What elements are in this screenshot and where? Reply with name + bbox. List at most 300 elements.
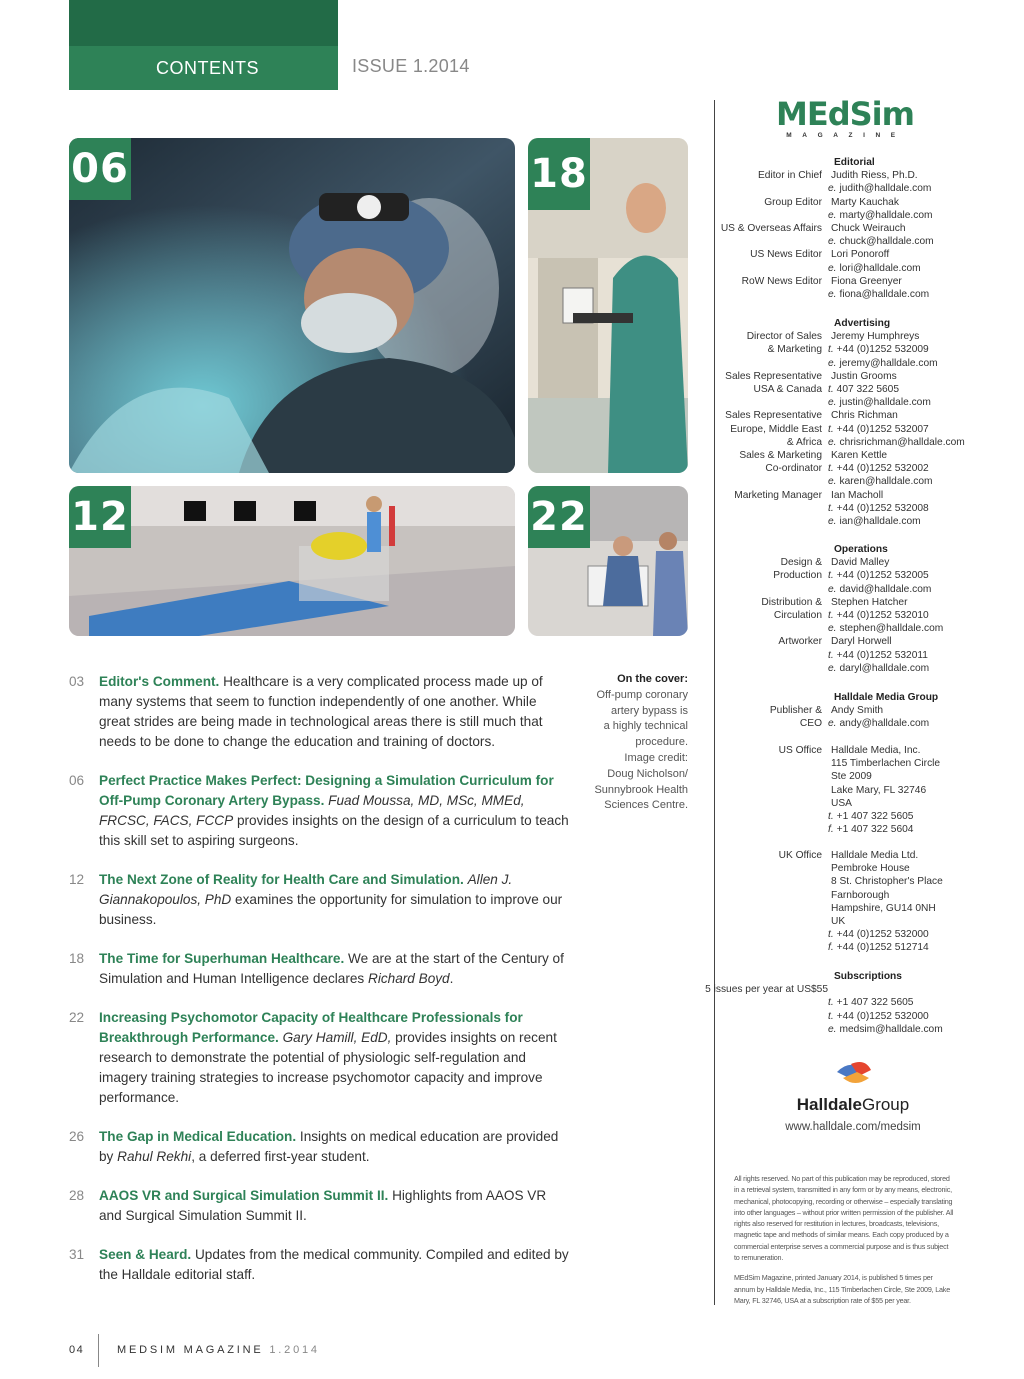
toc-page-number: 28 [69, 1188, 85, 1203]
masthead-value [828, 915, 1020, 928]
masthead-row [720, 515, 1020, 528]
masthead-row [720, 797, 1020, 810]
masthead-value [828, 423, 1020, 436]
masthead-row [720, 370, 1020, 383]
masthead-text: +44 (0)1252 532009 [836, 344, 929, 356]
masthead-text: Karen Kettle [831, 450, 888, 462]
masthead-row [720, 717, 1020, 730]
cover-line: Off-pump coronary [596, 688, 688, 701]
masthead-row [720, 875, 1020, 888]
legal-paragraph: MEdSim Magazine, printed January 2014, is published 5 times per annum by Halldale Media, Inc., 115 Timberlachen Circle, Ste 2009, Lake Mary, FL 32746, USA at a subscription rate of $55 per year. [734, 1273, 950, 1305]
masthead-text: 115 Timberlachen Circle [831, 758, 941, 770]
toc-title: Perfect Practice Makes Perfect: Designing a Simulation Curriculum for Off-Pump Coronary Artery Bypass. [99, 773, 554, 808]
masthead-text: +44 (0)1252 532010 [836, 610, 929, 622]
masthead-text: Marty Kauchak [831, 196, 899, 208]
masthead-row [720, 343, 1020, 356]
masthead-text: USA [831, 797, 852, 809]
masthead-row [720, 889, 1020, 902]
masthead-advertising [720, 317, 1020, 528]
masthead-label: Director of Sales [746, 331, 822, 343]
masthead-text: Lori Ponoroff [831, 249, 890, 261]
photo-doctor-equipment [528, 138, 688, 473]
masthead-row [720, 436, 1020, 449]
table-of-contents [69, 672, 569, 1304]
toc-description: Updates from the medical community. Compiled and edited by the Halldale editorial staff. [99, 1247, 569, 1282]
masthead-label: Editor in Chief [758, 170, 822, 182]
masthead-value [828, 169, 1020, 182]
masthead-text: daryl@halldale.com [839, 662, 930, 674]
masthead-row [720, 770, 1020, 783]
toc-author: Gary Hamill, EdD, [282, 1030, 392, 1045]
masthead-row [720, 396, 1020, 409]
masthead-value [828, 383, 1020, 396]
toc-description: We are at the start of the Century of Simulation and Human Intelligence declares [99, 951, 564, 986]
masthead-row [720, 502, 1020, 515]
masthead-label: US Office [778, 745, 822, 756]
masthead-label: RoW News Editor [741, 275, 822, 287]
halldale-emblem-icon [831, 1058, 875, 1088]
masthead-row [720, 810, 1020, 823]
masthead-value[interactable] [828, 436, 1020, 449]
photo-badge: 22 [528, 486, 590, 548]
masthead-text: Farnborough [831, 889, 890, 901]
masthead-value[interactable] [828, 209, 1020, 222]
masthead-value [828, 862, 1020, 875]
toc-entry[interactable] [69, 870, 569, 930]
toc-entry[interactable] [69, 771, 569, 851]
masthead-row [720, 622, 1020, 635]
toc-author: Rahul Rekhi [117, 1149, 192, 1164]
masthead-label [720, 1023, 828, 1036]
masthead-row [705, 983, 1020, 996]
toc-description: provides insights on the design of a curriculum to teach this skill set to aspiring surgeons. [99, 813, 569, 848]
cover-line: Sciences Centre. [604, 799, 688, 812]
masthead-row [720, 649, 1020, 662]
masthead-label [720, 875, 828, 888]
masthead-heading: Operations [834, 544, 888, 555]
page-number: 04 [69, 1344, 85, 1356]
masthead-row [720, 902, 1020, 915]
toc-title: Increasing Psychomotor Capacity of Healthcare Professionals for Breakthrough Performance. [99, 1010, 523, 1045]
masthead-prefix: e. [828, 289, 837, 301]
masthead-operations [720, 543, 1020, 675]
masthead-value[interactable] [828, 288, 1020, 301]
masthead-label: Group Editor [764, 196, 822, 208]
masthead-value [828, 462, 1020, 475]
masthead-row [720, 462, 1020, 475]
masthead-label [720, 757, 828, 770]
masthead-label: Artworker [778, 636, 822, 648]
masthead-prefix: t. [828, 384, 834, 396]
halldale-wordmark: HalldaleGroup [796, 1095, 910, 1114]
masthead-value[interactable] [828, 262, 1020, 275]
masthead-text: Jeremy Humphreys [831, 331, 920, 343]
masthead-heading: Editorial [834, 157, 875, 168]
masthead-label [720, 810, 828, 823]
toc-title: Editor's Comment. [99, 674, 220, 689]
masthead-row [720, 248, 1020, 261]
masthead-label [720, 784, 828, 797]
toc-entry[interactable] [69, 949, 569, 989]
masthead-label [720, 1010, 828, 1023]
masthead-label: Europe, Middle East [730, 423, 822, 435]
masthead-text: Andy Smith [831, 705, 884, 717]
toc-title: The Next Zone of Reality for Health Care and Simulation. [99, 872, 464, 887]
masthead-prefix: e. [828, 476, 837, 488]
masthead-group [720, 691, 1020, 731]
masthead-row [720, 928, 1020, 941]
masthead-value [828, 941, 1020, 954]
masthead-value [828, 330, 1020, 343]
masthead-row [720, 662, 1020, 675]
masthead-prefix: t. [828, 502, 834, 514]
masthead-row [720, 1010, 1020, 1023]
masthead-value [828, 569, 1020, 582]
masthead-label: US News Editor [750, 249, 822, 261]
masthead-prefix: t. [828, 811, 834, 823]
cover-line: procedure. [635, 736, 688, 749]
toc-page-number: 06 [69, 773, 85, 788]
toc-description: . [449, 971, 454, 986]
masthead-prefix: t. [828, 344, 834, 356]
masthead-value[interactable] [828, 717, 1020, 730]
masthead-row [720, 475, 1020, 488]
masthead-prefix: t. [828, 997, 834, 1009]
masthead-row [720, 275, 1020, 288]
masthead-prefix: t. [828, 1010, 834, 1022]
masthead-value[interactable] [828, 182, 1020, 195]
toc-page-number: 31 [69, 1247, 85, 1262]
masthead-row [720, 596, 1020, 609]
masthead-value [828, 489, 1020, 502]
masthead-value [828, 757, 1020, 770]
masthead-row [720, 423, 1020, 436]
masthead-editorial [720, 156, 1020, 301]
masthead-label: Sales & Marketing [739, 450, 822, 462]
masthead-value[interactable] [828, 583, 1020, 596]
masthead-prefix: e. [828, 262, 837, 274]
photo-badge: 06 [69, 138, 131, 200]
masthead-value [828, 996, 1020, 1009]
toc-description: Highlights from AAOS VR and Surgical Simulation Summit II. [99, 1188, 547, 1223]
masthead-label: Sales Representative [725, 370, 822, 382]
masthead-text: +44 (0)1252 532000 [836, 929, 929, 941]
masthead-prefix: t. [828, 570, 834, 582]
masthead-label [720, 288, 828, 301]
masthead-value [828, 744, 1020, 757]
footer-divider [98, 1334, 99, 1367]
toc-title: Seen & Heard. [99, 1247, 192, 1262]
masthead-label: Production [773, 570, 822, 582]
masthead-text: UK [831, 916, 846, 928]
masthead-label [720, 915, 828, 928]
masthead-label [720, 941, 828, 954]
masthead-label: Distribution & [761, 596, 822, 608]
masthead-value [828, 704, 1020, 717]
masthead-value [828, 609, 1020, 622]
masthead-label [720, 502, 828, 515]
masthead-text: +44 (0)1252 532008 [836, 502, 929, 514]
footer-magazine: MEDSIM MAGAZINE 1.2014 [117, 1344, 320, 1356]
masthead-label [720, 862, 828, 875]
masthead-label [720, 515, 828, 528]
masthead-prefix: t. [828, 929, 834, 941]
masthead-text: Judith Riess, Ph.D. [831, 170, 918, 182]
toc-title: AAOS VR and Surgical Simulation Summit II. [99, 1188, 389, 1203]
masthead-value [828, 409, 1020, 422]
toc-entry[interactable] [69, 1008, 569, 1108]
masthead-row [720, 182, 1020, 195]
masthead-value [828, 797, 1020, 810]
masthead-prefix: e. [828, 623, 837, 635]
masthead-subscriptions [705, 970, 1020, 1036]
masthead-row [720, 941, 1020, 954]
masthead-row [720, 409, 1020, 422]
masthead-row [720, 489, 1020, 502]
toc-entry[interactable] [69, 1127, 569, 1167]
photo-virtual-hospital [69, 486, 515, 636]
masthead-label [720, 583, 828, 596]
masthead-text: 407 322 5605 [836, 384, 899, 396]
masthead-value [828, 596, 1020, 609]
cover-caption [584, 672, 688, 814]
masthead-label: USA & Canada [753, 384, 822, 396]
halldale-url[interactable]: www.halldale.com/medsim [785, 1121, 921, 1133]
masthead-row [720, 583, 1020, 596]
masthead-label [720, 262, 828, 275]
masthead-label [720, 823, 828, 836]
masthead-label: Sales Representative [725, 410, 822, 422]
toc-page-number: 12 [69, 872, 85, 887]
logo-wordmark: MEdSim [776, 95, 914, 133]
issue-label: ISSUE 1.2014 [352, 56, 470, 76]
masthead-text: +44 (0)1252 512714 [836, 942, 929, 954]
masthead-label [720, 797, 828, 810]
masthead-prefix: e. [828, 516, 837, 528]
toc-title: The Gap in Medical Education. [99, 1129, 297, 1144]
masthead-value [828, 810, 1020, 823]
masthead-heading: Advertising [834, 318, 891, 329]
masthead-label [720, 182, 828, 195]
masthead-prefix: f. [828, 942, 834, 954]
masthead-text: +1 407 322 5605 [836, 811, 914, 823]
masthead-prefix: e. [828, 209, 837, 221]
toc-page-number: 26 [69, 1129, 85, 1144]
masthead-heading: Halldale Media Group [834, 692, 939, 703]
toc-description: , a deferred first-year student. [191, 1149, 370, 1164]
toc-page-number: 18 [69, 951, 85, 966]
masthead-text: Chris Richman [831, 410, 898, 422]
masthead-row [720, 915, 1020, 928]
masthead-label: Publisher & [769, 705, 822, 717]
masthead-prefix: e. [828, 1023, 837, 1035]
masthead-text: Lake Mary, FL 32746 [831, 784, 927, 796]
masthead-value [828, 343, 1020, 356]
toc-entry[interactable] [69, 672, 569, 752]
masthead-prefix: e. [828, 583, 837, 595]
masthead-value [828, 928, 1020, 941]
masthead-text: chuck@halldale.com [839, 236, 934, 248]
masthead-value [828, 222, 1020, 235]
masthead-row [720, 357, 1020, 370]
toc-description: Insights on medical education are provided by [99, 1129, 559, 1164]
masthead-prefix: e. [828, 397, 837, 409]
masthead-prefix: e. [828, 183, 837, 195]
masthead-us-office [720, 744, 1020, 836]
masthead-label [720, 928, 828, 941]
masthead-text: Stephen Hatcher [831, 596, 908, 608]
masthead-row [720, 704, 1020, 717]
masthead-row [720, 849, 1020, 862]
masthead-label [720, 649, 828, 662]
column-divider [714, 100, 715, 1305]
toc-author: Fuad Moussa, MD, MSc, MMEd, FRCSC, FACS, FCCP [99, 793, 525, 828]
toc-description: Healthcare is a very complicated process made up of many systems that seem to function independently of one another. While great strides are being made in technological areas there is still much that needs to be done to change the education and training of doctors. [99, 674, 543, 749]
masthead-prefix: e. [828, 236, 837, 248]
masthead-value[interactable] [828, 622, 1020, 635]
toc-author: Richard Boyd [368, 971, 450, 986]
masthead-value[interactable] [828, 475, 1020, 488]
masthead-label: Circulation [773, 610, 822, 622]
masthead-text: Halldale Media Ltd. [831, 850, 919, 861]
masthead-value [828, 370, 1020, 383]
masthead-text: Daryl Horwell [831, 636, 892, 648]
masthead-value [828, 784, 1020, 797]
masthead-prefix: t. [828, 463, 834, 475]
medsim-logo [776, 95, 914, 139]
masthead-text: chrisrichman@halldale.com [839, 436, 965, 448]
toc-title: The Time for Superhuman Healthcare. [99, 951, 345, 966]
masthead-text: +1 407 322 5604 [836, 824, 914, 836]
masthead-value [828, 770, 1020, 783]
cover-line: artery bypass is [610, 704, 688, 717]
masthead-label [720, 902, 828, 915]
masthead-text: andy@halldale.com [839, 718, 930, 730]
masthead-row [720, 784, 1020, 797]
masthead-text: +1 407 322 5605 [836, 997, 914, 1009]
photo-badge: 12 [69, 486, 131, 548]
masthead-value[interactable] [828, 235, 1020, 248]
masthead-label [720, 475, 828, 488]
masthead-row [720, 330, 1020, 343]
toc-page-number: 03 [69, 674, 85, 689]
masthead-value [828, 449, 1020, 462]
masthead-row [720, 449, 1020, 462]
masthead-label: CEO [799, 718, 822, 730]
masthead-row [720, 862, 1020, 875]
logo-subtitle: MAGAZINE [786, 132, 906, 139]
cover-line: Image credit: [624, 751, 688, 764]
masthead-text: Hampshire, GU14 0NH [831, 902, 936, 914]
masthead-text: fiona@halldale.com [839, 289, 930, 301]
legal-paragraph: All rights reserved. No part of this publication may be reproduced, stored in a retrieval system, transmitted in any form or by any means, electronic, mechanical, photocopying, recording or otherwise – especially translating into other languages – without prior written permission of the publisher. All rights also reserved for restitution in lectures, broadcasts, televisions, magnetic tape and methods of similar means. Each copy produced by a commercial enterprise serves a commercial purpose and is thus subject to remuneration. [734, 1174, 954, 1263]
masthead-text: +44 (0)1252 532005 [836, 570, 929, 582]
header-green-block [69, 0, 338, 46]
masthead-label [720, 396, 828, 409]
masthead-prefix: f. [828, 824, 834, 836]
masthead-text: marty@halldale.com [839, 209, 933, 221]
masthead-label [720, 996, 828, 1009]
masthead-text: stephen@halldale.com [839, 623, 944, 635]
masthead-text: lori@halldale.com [839, 262, 921, 274]
masthead-value [828, 823, 1020, 836]
masthead-text: karen@halldale.com [839, 476, 933, 488]
masthead-label: Co-ordinator [765, 463, 822, 475]
masthead-text: David Malley [831, 557, 890, 569]
masthead-uk-office [720, 849, 1020, 955]
masthead-row [720, 757, 1020, 770]
masthead-label: Marketing Manager [734, 489, 822, 501]
masthead-value[interactable] [828, 662, 1020, 675]
legal-notice [734, 1173, 954, 1315]
masthead-row [720, 288, 1020, 301]
masthead-text: +44 (0)1252 532007 [836, 423, 929, 435]
masthead-text: +44 (0)1252 532002 [836, 463, 929, 475]
masthead-value [828, 248, 1020, 261]
masthead-value [828, 849, 1020, 862]
masthead-row [720, 196, 1020, 209]
masthead-text: david@halldale.com [839, 583, 932, 595]
masthead-value [828, 1010, 1020, 1023]
masthead-heading: Subscriptions [834, 971, 902, 982]
masthead-text: Fiona Greenyer [831, 275, 902, 287]
masthead-label [720, 889, 828, 902]
toc-description: provides insights on recent research to demonstrate the potential of physiologic self-regulation and imagery training strategies to increase psychomotor capacity and improve performance. [99, 1030, 557, 1105]
halldale-logo [780, 1058, 926, 1133]
masthead-value[interactable] [828, 396, 1020, 409]
toc-author: Allen J. Giannakopoulos, PhD [99, 872, 513, 907]
masthead-label: UK Office [778, 850, 822, 861]
photo-surgeon [69, 138, 515, 473]
masthead-prefix: t. [828, 423, 834, 435]
cover-line: Doug Nicholson/ [607, 767, 688, 780]
masthead-row [720, 235, 1020, 248]
masthead-row [720, 222, 1020, 235]
toc-entry[interactable] [69, 1186, 569, 1226]
contents-label: CONTENTS [69, 46, 338, 90]
masthead-value [828, 875, 1020, 888]
masthead-text: +44 (0)1252 532011 [836, 649, 928, 661]
masthead-label: Design & [780, 557, 822, 569]
masthead-label [720, 662, 828, 675]
masthead-text: Ian Macholl [831, 489, 884, 501]
masthead-text: 8 St. Christopher's Place [831, 876, 943, 888]
masthead-value [828, 556, 1020, 569]
toc-entry[interactable] [69, 1245, 569, 1285]
masthead-prefix: t. [828, 610, 834, 622]
masthead-prefix: t. [828, 649, 834, 661]
masthead-value [828, 902, 1020, 915]
masthead-value[interactable] [828, 515, 1020, 528]
masthead-row [720, 635, 1020, 648]
cover-heading: On the cover: [617, 673, 688, 685]
masthead-value[interactable] [828, 1023, 1020, 1036]
toc-description: examines the opportunity for simulation to improve our business. [99, 892, 563, 927]
masthead-prefix: e. [828, 357, 837, 369]
photo-neonatal-simulation [528, 486, 688, 636]
cover-line: a highly technical [603, 720, 688, 733]
masthead-label: 5 issues per year at US$55 [705, 984, 828, 996]
masthead-value[interactable] [828, 357, 1020, 370]
masthead-text: justin@halldale.com [839, 397, 931, 409]
masthead-row [720, 169, 1020, 182]
masthead-row [720, 609, 1020, 622]
masthead-text: Ste 2009 [831, 771, 872, 783]
masthead-label [720, 770, 828, 783]
masthead-value [834, 983, 1020, 996]
masthead-text: jeremy@halldale.com [839, 357, 938, 369]
masthead-row [720, 744, 1020, 757]
